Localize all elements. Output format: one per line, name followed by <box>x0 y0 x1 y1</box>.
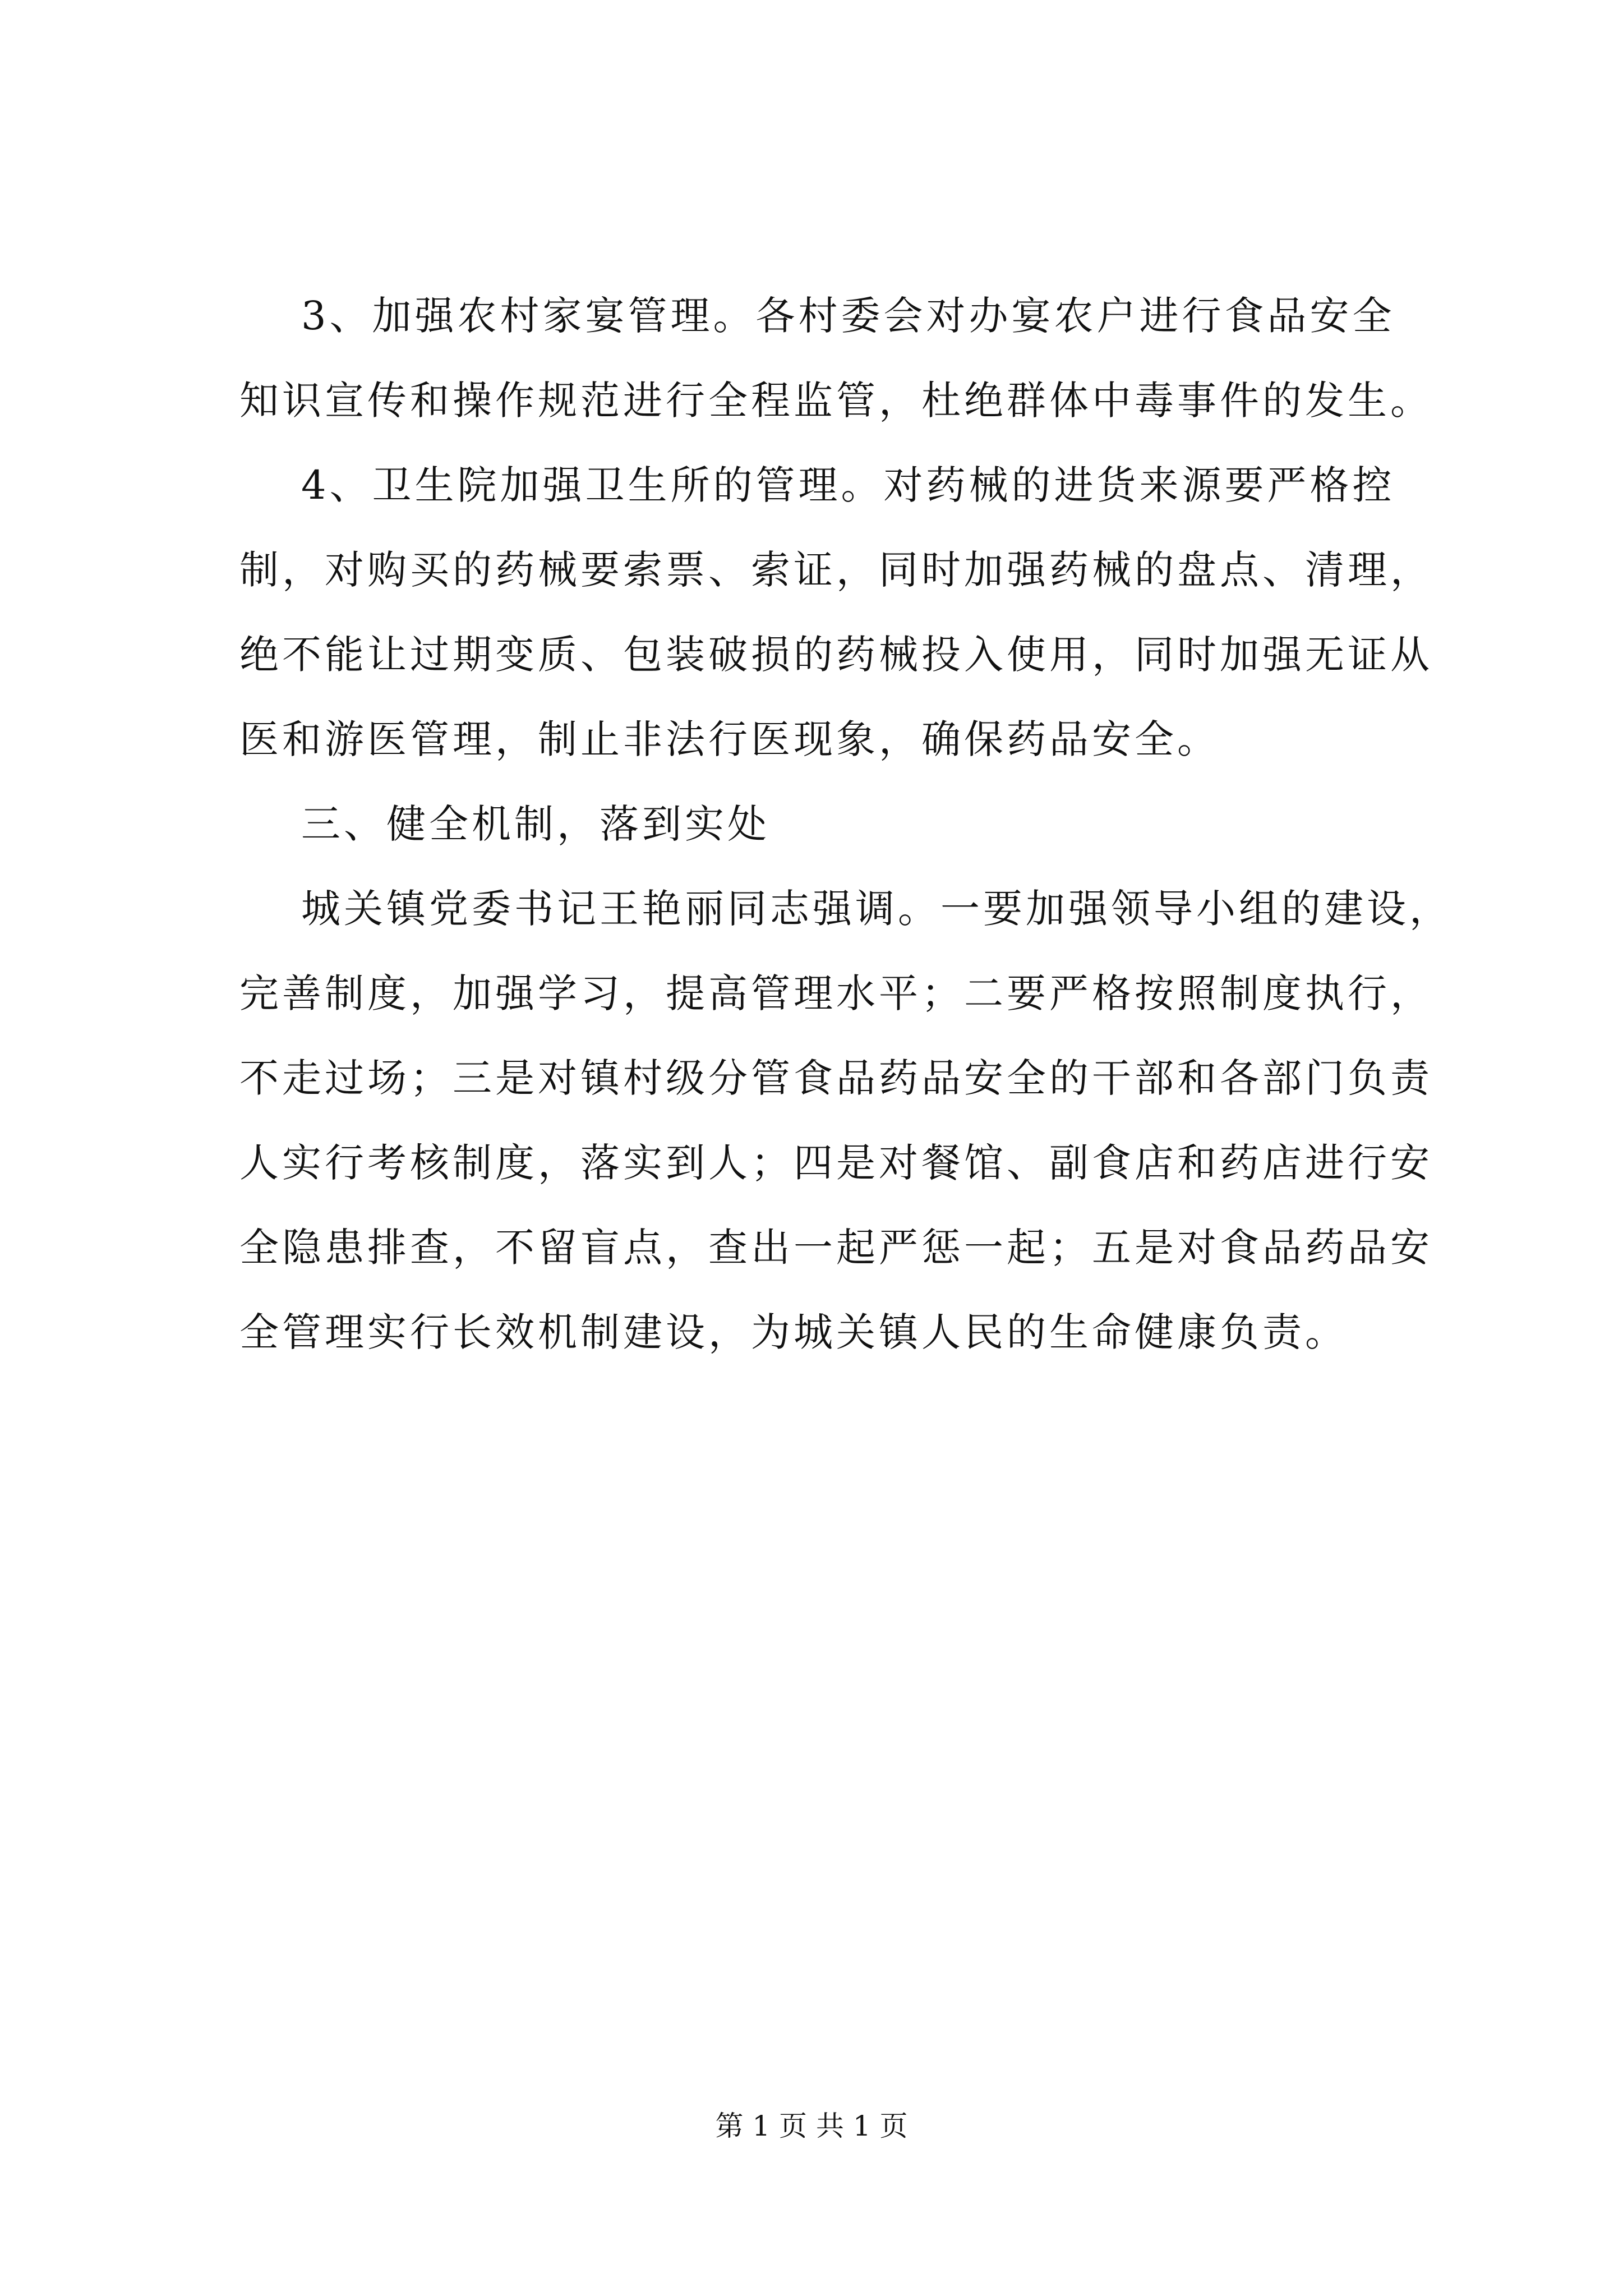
paragraph-5-line-3: 不走过场；三是对镇村级分管食品药品安全的干部和各部门负责 <box>239 1055 1433 1101</box>
section-heading: 三、健全机制，落到实处 <box>301 801 770 847</box>
paragraph-5-line-4: 人实行考核制度，落实到人；四是对餐馆、副食店和药店进行安 <box>239 1140 1433 1186</box>
page-number-footer: 第 1 页 共 1 页 <box>715 2110 908 2142</box>
paragraph-5-line-2: 完善制度，加强学习，提高管理水平；二要严格按照制度执行， <box>239 970 1433 1016</box>
paragraph-5-line-6: 全管理实行长效机制建设，为城关镇人民的生命健康负责。 <box>239 1309 1348 1355</box>
paragraph-4-line-1: 4、卫生院加强卫生所的管理。对药械的进货来源要严格控 <box>301 462 1395 508</box>
paragraph-4-line-2: 制，对购买的药械要索票、索证，同时加强药械的盘点、清理， <box>239 547 1433 593</box>
paragraph-4-line-3: 绝不能让过期变质、包装破损的药械投入使用，同时加强无证从 <box>239 632 1433 678</box>
document-body <box>239 274 1452 1375</box>
paragraph-4-line-4: 医和游医管理，制止非法行医现象，确保药品安全。 <box>239 716 1220 762</box>
paragraph-3-line-1: 3、加强农村家宴管理。各村委会对办宴农户进行食品安全 <box>301 293 1395 339</box>
paragraph-3-line-2: 知识宣传和操作规范进行全程监管，杜绝群体中毒事件的发生。 <box>239 378 1433 424</box>
paragraph-5-line-1: 城关镇党委书记王艳丽同志强调。一要加强领导小组的建设， <box>301 886 1452 932</box>
paragraph-5-line-5: 全隐患排查，不留盲点，查出一起严惩一起；五是对食品药品安 <box>239 1225 1433 1271</box>
